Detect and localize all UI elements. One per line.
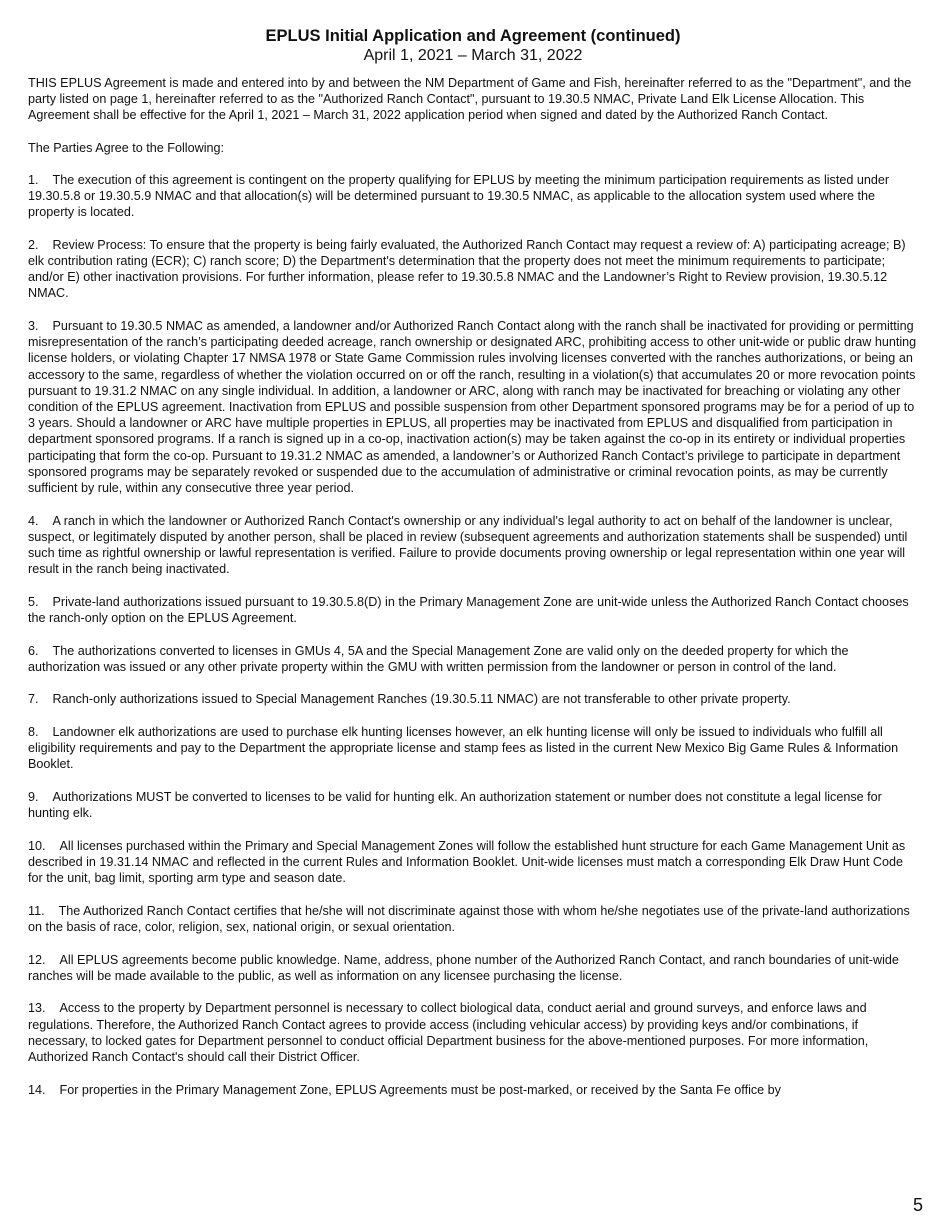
item-text: All licenses purchased within the Primary and Special Management Zones will follow the established hunt structure for each Game Management Unit as described in 19.31.14 NMAC and reflected in the current Rules and Information Booklet. Unit-wide licenses must match a corresponding Elk Draw Hunt Code for the unit, bag limit, sporting arm type and season date. [28,838,906,886]
item-text: Landowner elk authorizations are used to purchase elk hunting licenses however, an elk hunting license will only be issued to individuals who fulfill all eligibility requirements and pay to the Department the appropriate license and stamp fees as listed in the current New Mexico Big Game Rules & Information Booklet. [28,725,899,772]
list-item [28,789,918,821]
list-item [28,952,918,984]
list-item [28,643,918,675]
list-item [28,838,918,887]
list-item [28,513,918,578]
intro-paragraph: THIS EPLUS Agreement is made and entered into by and between the NM Department of Game and Fish, hereinafter referred to as the "Department", and the party listed on page 1, hereinafter referred to as the "Authorized Ranch Contact", pursuant to 19.30.5 NMAC, Private Land Elk License Allocation. This Agreement shall be effective for the April 1, 2021 – March 31, 2022 application period when signed and dated by the Authorized Ranch Contact. [28,76,912,123]
lead-in: The Parties Agree to the Following: [28,140,225,155]
page-number: 5 [912,1195,923,1215]
item-text: The Authorized Ranch Contact certifies that he/she will not discriminate against those with whom he/she negotiates use of the private-land authorizations on the basis of race, color, religion, sex, national origin, or sexual orientation. [28,903,910,935]
terms-list [28,172,918,1098]
item-text: Access to the property by Department personnel is necessary to collect biological data, conduct aerial and ground surveys, and enforce laws and regulations. Therefore, the Authorized Ranch Contact agrees to provide access (including vehicular access) by providing keys and/or combinations, if necessary, to locked gates for Department personnel to conduct official Department business for the above-mentioned purposes. For more information, Authorized Ranch Contact's should call their District Officer. [28,1001,869,1065]
list-item [28,724,918,773]
item-number: 12. [28,952,46,967]
item-text: Ranch-only authorizations issued to Special Management Ranches (19.30.5.11 NMAC) are not transferable to other private property. [52,692,791,707]
item-number: 2. [28,237,39,252]
item-text: Authorizations MUST be converted to licenses to be valid for hunting elk. An authorization statement or number does not constitute a legal license for hunting elk. [28,790,882,821]
item-text: All EPLUS agreements become public knowledge. Name, address, phone number of the Authorized Ranch Contact, and ranch boundaries of unit-wide ranches will be made available to the public, as well as information on any licensee purchasing the license. [28,952,899,983]
item-number: 4. [28,513,39,528]
item-number: 10. [28,838,46,853]
list-item [28,903,918,935]
item-number: 3. [28,319,39,334]
date-range: April 1, 2021 – March 31, 2022 [363,47,583,64]
item-text: A ranch in which the landowner or Authorized Ranch Contact's ownership or any individual's legal authority to act on behalf of the landowner is unclear, suspect, or legitimately disputed by another person, shall be placed in review (subsequent agreements and authorization statements shall be suspended) until such time as rightful ownership or lawful representation is verified. Failure to provide documents proving ownership or legal representation within one year will result in the ranch being inactivated. [28,513,908,577]
item-number: 14. [28,1082,46,1097]
list-item [28,691,918,707]
item-text: Review Process: To ensure that the property is being fairly evaluated, the Authorized Ranch Contact may request a review of: A) participating acreage; B) elk contribution rating (ECR); C) ranch score; D) the Department's determination that the property does not meet the minimum requirements to participate; and/or E) other inactivation provisions. For further information, please refer to 19.30.5.8 NMAC and the Landowner’s Right to Review provision, 19.30.5.12 NMAC. [28,237,906,301]
item-number: 8. [28,725,39,740]
item-number: 7. [28,692,39,707]
list-item [28,594,918,626]
item-text: The execution of this agreement is contingent on the property qualifying for EPLUS by meeting the minimum participation requirements as listed under 19.30.5.8 or 19.30.5.9 NMAC and that allocation(s) will be determined pursuant to 19.30.5 NMAC, as applicable to the allocation system used where the property is located. [28,172,890,220]
item-number: 1. [28,172,39,187]
item-number: 6. [28,643,39,658]
item-text: Pursuant to 19.30.5 NMAC as amended, a landowner and/or Authorized Ranch Contact along with the ranch shall be inactivated for providing or permitting misrepresentation of the ranch’s participating deeded acreage, ranch ownership or designated ARC, prohibiting access to other unit-wide or public draw hunting license holders, or violating Chapter 17 NMSA 1978 or State Game Commission rules involving licenses converted with the ranches authorizations, or being an accessory to the same, regardless of whether the violation occurred on or off the ranch, resulting in a violation(s) that accumulates 20 or more revocation points pursuant to 19.31.2 NMAC on any single individual. In addition, a landowner or ARC, along with ranch may be inactivated for breaching or violating any other condition of the EPLUS agreement. Inactivation from EPLUS and possible suspension from other Department sponsored programs may be for a period of up to 3 years. Should a landowner or ARC have multiple properties in EPLUS, all properties may be inactivated from EPLUS and disqualified from participation in department sponsored programs. If a ranch is signed up in a co-op, inactivation action(s) may be taken against the co-op in its entirety or individual properties participating that form the co-op. Pursuant to 19.31.2 NMAC as amended, a landowner’s or Authorized Ranch Contact’s privilege to participate in department sponsored programs may be separately revoked or suspended due to the accumulation of administrative or criminal revocation points, as may be currently sufficient by rule, within any consecutive three year period. [28,319,917,496]
document-page [28,26,918,1114]
document-title: EPLUS Initial Application and Agreement (continued) [265,27,681,45]
item-number: 9. [28,790,39,805]
item-text: For properties in the Primary Management Zone, EPLUS Agreements must be post-marked, or received by the Santa Fe office by [59,1082,781,1097]
item-number: 5. [28,594,39,609]
item-number: 13. [28,1001,46,1016]
item-number: 11. [28,903,45,918]
list-item [28,1082,918,1098]
list-item [28,1000,918,1065]
item-text: The authorizations converted to licenses in GMUs 4, 5A and the Special Management Zone are valid only on the deeded property for which the authorization was issued or any other private property within the GMU with written permission from the landowner or person in control of the land. [28,643,849,674]
list-item [28,237,918,302]
list-item [28,172,918,221]
list-item [28,318,918,496]
item-text: Private-land authorizations issued pursuant to 19.30.5.8(D) in the Primary Management Zone are unit-wide unless the Authorized Ranch Contact chooses the ranch-only option on the EPLUS Agreement. [28,594,909,626]
